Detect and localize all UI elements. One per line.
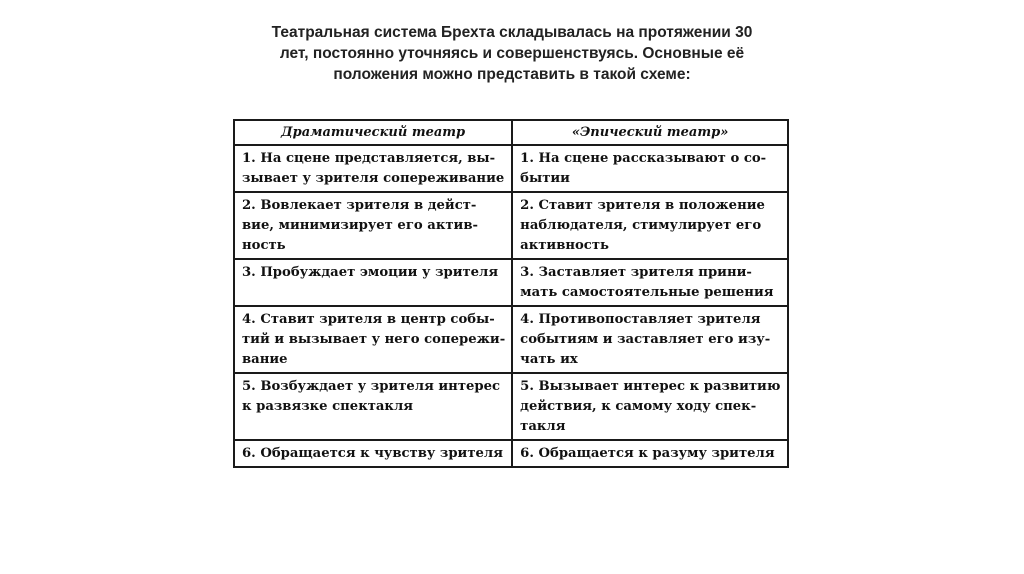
dramatic-cell — [234, 306, 512, 373]
epic-cell — [512, 373, 788, 440]
header-dramatic-theatre: Драматический театр — [234, 120, 512, 145]
dramatic-cell — [234, 145, 512, 192]
table-row — [234, 440, 788, 467]
cell-line: 2. Ставит зрителя в положение — [520, 198, 765, 213]
header-epic-theatre: «Эпический театр» — [512, 120, 788, 145]
cell-line: 4. Противопоставляет зрителя — [520, 312, 761, 327]
cell-line: наблюдателя, стимулирует его — [520, 218, 762, 233]
cell-line: 6. Обращается к разуму зрителя — [520, 446, 775, 461]
epic-cell — [512, 306, 788, 373]
cell-line: вание — [242, 352, 288, 367]
epic-cell — [512, 145, 788, 192]
dramatic-cell — [234, 373, 512, 440]
epic-cell — [512, 259, 788, 306]
table-header-row — [234, 120, 788, 145]
intro-line: положения можно представить в такой схеме: — [333, 66, 691, 83]
cell-line: событиям и заставляет его изу- — [520, 332, 771, 347]
cell-line: 1. На сцене рассказывают о со- — [520, 151, 767, 166]
cell-line: бытии — [520, 171, 570, 186]
table-row — [234, 306, 788, 373]
table-row — [234, 259, 788, 306]
cell-line: активность — [520, 238, 609, 253]
cell-line: к развязке спектакля — [242, 399, 413, 414]
cell-line: 5. Возбуждает у зрителя интерес — [242, 379, 501, 394]
dramatic-cell — [234, 259, 512, 306]
cell-line: тий и вызывает у него сопережи- — [242, 332, 506, 347]
cell-line: 3. Заставляет зрителя прини- — [520, 265, 752, 280]
cell-line: 1. На сцене представляется, вы- — [242, 151, 496, 166]
table-row — [234, 373, 788, 440]
cell-line: ность — [242, 238, 286, 253]
intro-line: лет, постоянно уточняясь и совершенствуясь. Основные её — [279, 45, 745, 62]
cell-line: такля — [520, 419, 566, 434]
cell-line: мать самостоятельные решения — [520, 285, 774, 300]
dramatic-cell — [234, 192, 512, 259]
dramatic-cell — [234, 440, 512, 467]
intro-text — [230, 22, 794, 85]
cell-line: 3. Пробуждает эмоции у зрителя — [242, 265, 499, 280]
comparison-table — [233, 119, 789, 468]
cell-line: 2. Вовлекает зрителя в дейст- — [242, 198, 477, 213]
cell-line: 6. Обращается к чувству зрителя — [242, 446, 503, 461]
epic-cell — [512, 192, 788, 259]
epic-cell — [512, 440, 788, 467]
intro-line: Театральная система Брехта складывалась на протяжении 30 — [271, 24, 753, 41]
cell-line: зывает у зрителя сопереживание — [242, 171, 505, 186]
cell-line: вие, минимизирует его актив- — [242, 218, 478, 233]
cell-line: действия, к самому ходу спек- — [520, 399, 757, 414]
cell-line: 5. Вызывает интерес к развитию — [520, 379, 781, 394]
cell-line: 4. Ставит зрителя в центр собы- — [242, 312, 495, 327]
table-row — [234, 192, 788, 259]
table-row — [234, 145, 788, 192]
cell-line: чать их — [520, 352, 578, 367]
comparison-table-container — [233, 119, 789, 468]
